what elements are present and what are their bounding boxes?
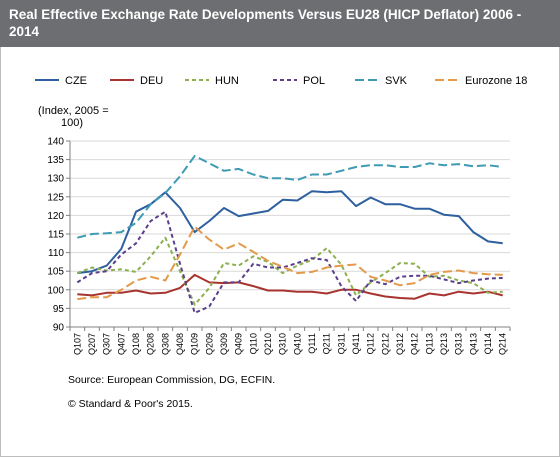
x-tick-label: Q212	[380, 333, 391, 356]
x-tick-label: Q410	[292, 333, 303, 356]
x-tick-label: Q211	[321, 333, 332, 355]
x-tick-label: Q408	[175, 333, 185, 356]
copyright-note: © Standard & Poor's 2015.	[68, 398, 193, 410]
x-tick-label: Q307	[101, 333, 112, 356]
y-tick-label: 120	[47, 210, 64, 222]
x-tick-label: Q208	[145, 333, 156, 356]
x-tick-label: Q209	[204, 333, 215, 356]
y-tick-label: 90	[52, 322, 64, 334]
chart-title: Real Effective Exchange Rate Developments Versus EU28 (HICP Deflator) 2006 - 2014	[9, 7, 522, 39]
y-tick-label: 125	[47, 192, 64, 204]
legend-label: CZE	[65, 75, 87, 87]
series-line-eurozone-18	[77, 227, 502, 300]
y-tick-label: 105	[47, 266, 64, 278]
x-tick-label: Q409	[233, 333, 244, 356]
y-tick-label: 100	[47, 285, 64, 297]
x-tick-label: Q413	[468, 333, 479, 356]
x-tick-label: Q213	[439, 333, 449, 356]
x-tick-label: Q210	[263, 333, 273, 356]
x-tick-label: Q107	[72, 333, 83, 356]
legend-label: HUN	[215, 75, 239, 87]
x-tick-label: Q112	[365, 333, 376, 355]
x-tick-label: Q309	[219, 333, 229, 356]
x-tick-label: Q308	[160, 333, 171, 356]
y-tick-label: 115	[48, 229, 64, 241]
x-tick-label: Q111	[307, 333, 317, 354]
legend-label: Eurozone 18	[465, 75, 528, 87]
x-tick-label: Q412	[409, 333, 420, 356]
y-tick-label: 95	[52, 303, 64, 315]
series-line-pol	[77, 212, 502, 313]
legend-label: DEU	[140, 75, 164, 87]
legend-label: SVK	[385, 75, 408, 87]
x-tick-label: Q207	[87, 333, 97, 356]
x-tick-label: Q312	[395, 333, 405, 356]
x-tick-label: Q311	[336, 333, 347, 355]
legend-label: POL	[303, 75, 326, 87]
x-tick-label: Q110	[248, 333, 259, 355]
x-tick-label: Q109	[189, 333, 200, 356]
x-tick-label: Q214	[497, 332, 508, 356]
y-tick-label: 135	[47, 155, 64, 167]
y-tick-label: 110	[48, 248, 64, 260]
x-tick-label: Q313	[453, 333, 464, 356]
x-tick-label: Q407	[116, 333, 127, 356]
x-tick-label: Q114	[483, 333, 493, 355]
y-tick-label: 130	[47, 173, 64, 185]
x-tick-label: Q108	[131, 333, 141, 356]
x-tick-label: Q113	[424, 333, 435, 355]
x-tick-label: Q310	[277, 333, 288, 356]
series-line-cze	[77, 191, 502, 273]
y-tick-label: 140	[47, 136, 64, 148]
x-tick-label: Q411	[351, 333, 361, 355]
y-axis-title: (Index, 2005 = 100)	[38, 105, 109, 129]
source-note: Source: European Commission, DG, ECFIN.	[68, 374, 276, 386]
